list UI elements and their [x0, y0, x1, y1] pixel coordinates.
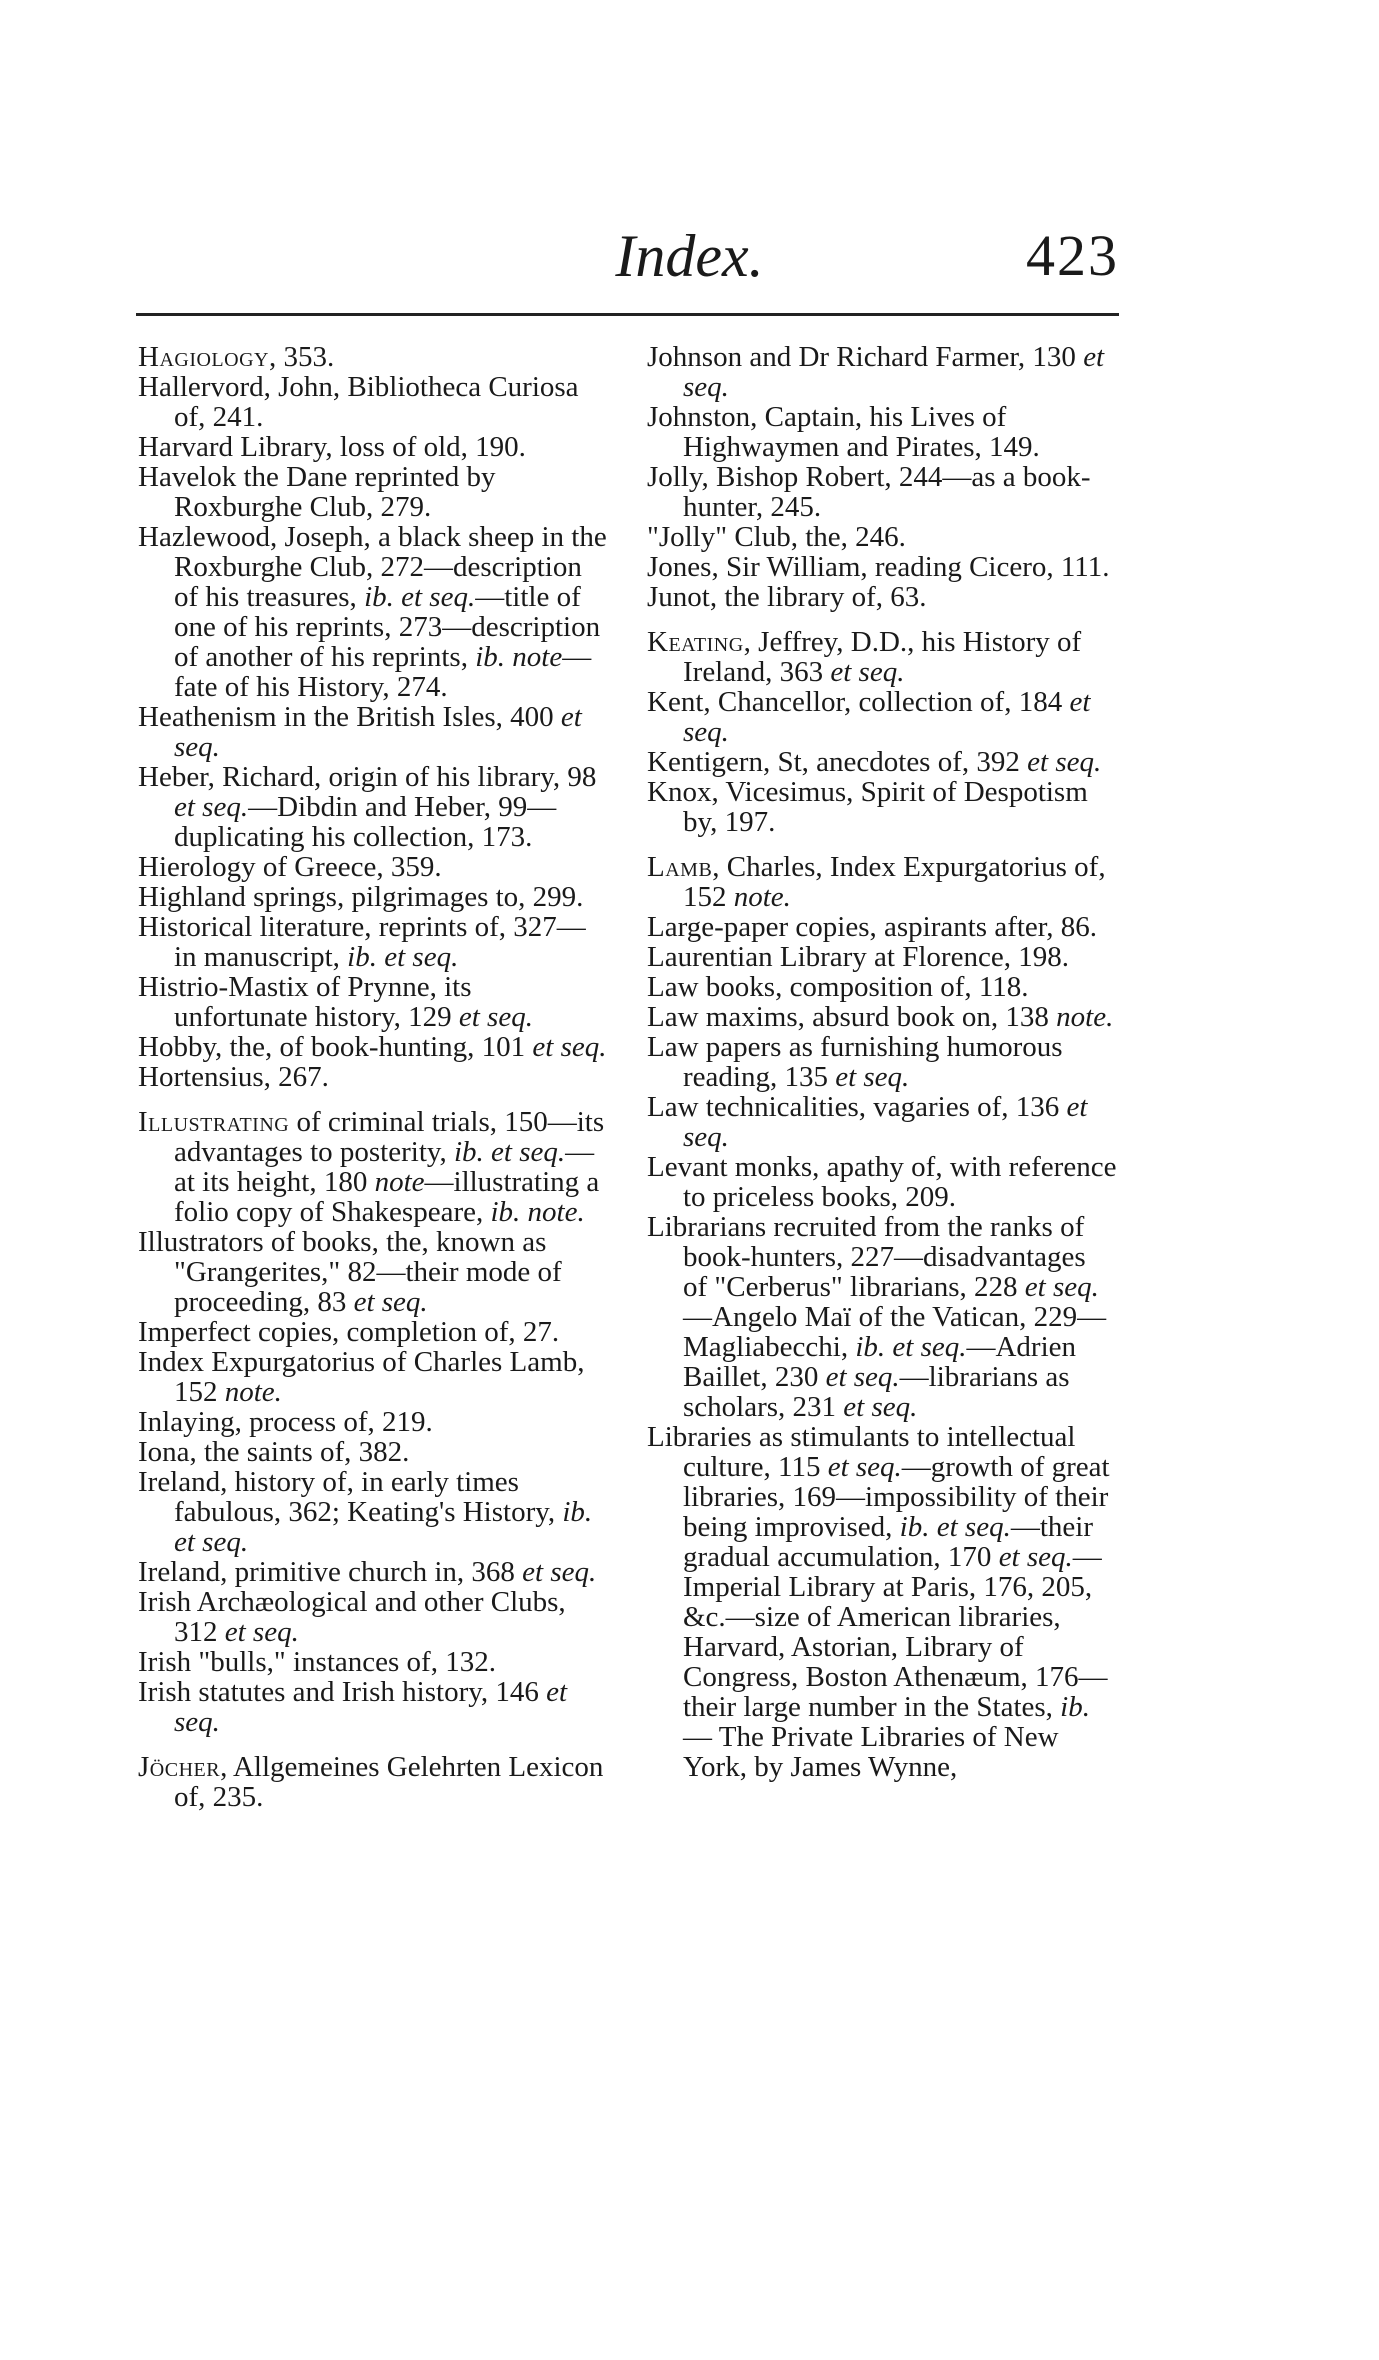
index-entry: Junot, the library of, 63. [647, 581, 927, 613]
index-entry: Iona, the saints of, 382. [138, 1436, 410, 1468]
index-entry: Lamb, Charles, Index Expurgatorius of, 152 note. [647, 851, 1106, 913]
index-entry: Imperfect copies, completion of, 27. [138, 1316, 560, 1348]
index-entry: Law books, composition of, 118. [647, 971, 1029, 1003]
index-entry: Kentigern, St, anecdotes of, 392 et seq. [647, 746, 1102, 778]
index-entry: Hobby, the, of book-hunting, 101 et seq. [138, 1031, 607, 1063]
index-entry: Historical literature, reprints of, 327—in manuscript, ib. et seq. [138, 911, 586, 973]
index-entry: Index Expurgatorius of Charles Lamb, 152 note. [138, 1346, 585, 1408]
index-entry: Law maxims, absurd book on, 138 note. [647, 1001, 1114, 1033]
page-number: 423 [1026, 223, 1119, 288]
index-entry: Johnston, Captain, his Lives of Highwaymen and Pirates, 149. [647, 401, 1040, 463]
index-entry: Jöcher, Allgemeines Gelehrten Lexicon of, 235. [138, 1751, 604, 1813]
index-entry: Harvard Library, loss of old, 190. [138, 431, 526, 463]
index-entry: Hazlewood, Joseph, a black sheep in the Roxburghe Club, 272—description of his treasures, ib. et seq.—title of one of his reprints, 273—description of another of his reprints, ib. note—fate of his History, 274. [138, 521, 607, 703]
index-entry: Large-paper copies, aspirants after, 86. [647, 911, 1098, 943]
index-column-left [138, 342, 608, 1812]
index-entry: Illustrating of criminal trials, 150—its advantages to posterity, ib. et seq.—at its height, 180 note—illustrating a folio copy of Shakespeare, ib. note. [138, 1106, 605, 1228]
index-entry: Heber, Richard, origin of his library, 98 et seq.—Dibdin and Heber, 99—duplicating his collection, 173. [138, 761, 597, 853]
index-entry: Havelok the Dane reprinted by Roxburghe Club, 279. [138, 461, 496, 523]
index-entry: Histrio-Mastix of Prynne, its unfortunate history, 129 et seq. [138, 971, 533, 1033]
index-entry: Hierology of Greece, 359. [138, 851, 442, 883]
index-entry: Hallervord, John, Bibliotheca Curiosa of, 241. [138, 371, 579, 433]
index-entry: Irish "bulls," instances of, 132. [138, 1646, 496, 1678]
page-title: Index. [615, 223, 764, 289]
index-entry: Jones, Sir William, reading Cicero, 111. [647, 551, 1110, 583]
index-entry: Ireland, primitive church in, 368 et seq. [138, 1556, 597, 1588]
index-entry: Heathenism in the British Isles, 400 et seq. [138, 701, 582, 763]
index-entry: Johnson and Dr Richard Farmer, 130 et seq. [647, 341, 1105, 403]
index-entry: Kent, Chancellor, collection of, 184 et seq. [647, 686, 1091, 748]
index-entry: Libraries as stimulants to intellectual culture, 115 et seq.—growth of great libraries, 169—impossibility of their being improvised, ib. et seq.—their gradual accumulation, 170 et seq.—Imperial Library at Paris, 176, 205, &c.—size of American libraries, Harvard, Astorian, Library of Congress, Boston Athenæum, 176—their large number in the States, ib. — The Private Libraries of New York, by James Wynne, [647, 1421, 1110, 1783]
index-entry: Irish statutes and Irish history, 146 et seq. [138, 1676, 568, 1738]
index-entry: Inlaying, process of, 219. [138, 1406, 433, 1438]
index-entry: Levant monks, apathy of, with reference to priceless books, 209. [647, 1151, 1117, 1213]
index-entry: Laurentian Library at Florence, 198. [647, 941, 1069, 973]
index-entry: Illustrators of books, the, known as "Grangerites," 82—their mode of proceeding, 83 et seq. [138, 1226, 562, 1318]
index-entry: Librarians recruited from the ranks of book-hunters, 227—disadvantages of "Cerberus" librarians, 228 et seq.—Angelo Maï of the Vatican, 229—Magliabecchi, ib. et seq.—Adrien Baillet, 230 et seq.—librarians as scholars, 231 et seq. [647, 1211, 1107, 1423]
index-entry: Law papers as furnishing humorous reading, 135 et seq. [647, 1031, 1063, 1093]
index-column-right [647, 342, 1117, 1782]
index-entry: Irish Archæological and other Clubs, 312 et seq. [138, 1586, 566, 1648]
index-entry: Ireland, history of, in early times fabulous, 362; Keating's History, ib. et seq. [138, 1466, 593, 1558]
index-entry: Law technicalities, vagaries of, 136 et seq. [647, 1091, 1088, 1153]
header-rule [136, 313, 1119, 316]
index-entry: Knox, Vicesimus, Spirit of Despotism by, 197. [647, 776, 1088, 838]
index-entry: Jolly, Bishop Robert, 244—as a book-hunter, 245. [647, 461, 1091, 523]
index-entry: Hagiology, 353. [138, 341, 335, 373]
index-entry: Hortensius, 267. [138, 1061, 329, 1093]
index-entry: Highland springs, pilgrimages to, 299. [138, 881, 584, 913]
index-entry: Keating, Jeffrey, D.D., his History of Ireland, 363 et seq. [647, 626, 1082, 688]
index-entry: "Jolly" Club, the, 246. [647, 521, 906, 553]
